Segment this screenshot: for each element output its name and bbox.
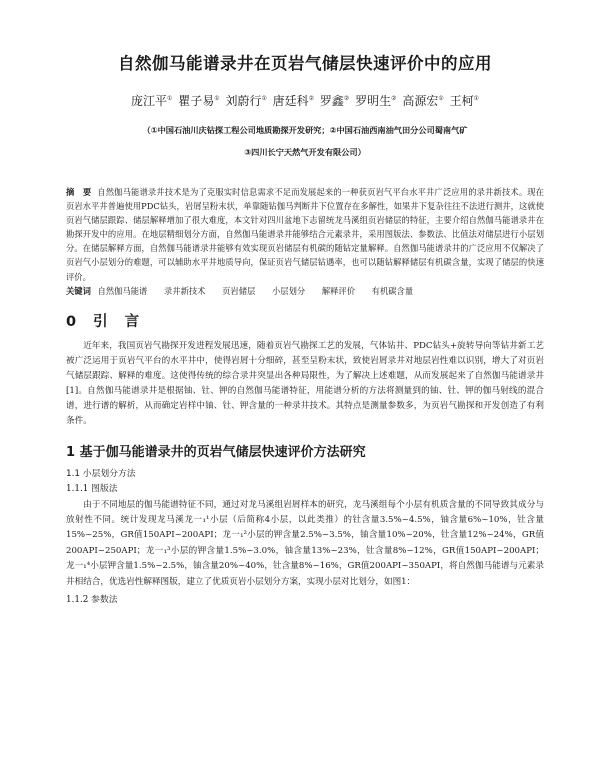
keywords-label: 关键词 bbox=[66, 285, 91, 296]
subsection-heading-1-1-1: 1.1.1 图版法 bbox=[66, 483, 118, 494]
keyword: 录井新技术 bbox=[163, 285, 206, 296]
author: 唐廷科② bbox=[272, 94, 315, 108]
paper-title: 自然伽马能谱录井在页岩气储层快速评价中的应用 bbox=[118, 54, 492, 73]
affiliation-line: （①中国石油川庆钻探工程公司地质勘探开发研究；②中国石油西南油气田分公司蜀南气矿 bbox=[142, 125, 468, 135]
author: 王柯① bbox=[449, 94, 480, 108]
abstract-text: 自然伽马能谱录井技术是为了克服实时信息需求不足而发展起来的一种获页岩气平台水平井广泛应用的录井新技术。现在页岩水平井普遍使用PDC钻头，岩屑呈粉末状，单靠随钻伽马判断井下位置存在多解性，如果井下复杂往往不法进行测井，这就使页岩气储层跟踪、储层解释增加了很大难度，本文针对四川盆地下志留统龙马溪组页岩储层的特征，主要介绍自然伽马能谱录井在勘探开发中的应用。在地层精细划分方面，自然伽马能谱录井能够结合元素录井，采用图版法、参数法、比值法对储层进行小层划分。在储层解释方面，自然伽马能谱录井能够有效实现页岩储层有机碳的随钻定量解释。自然伽马能谱录井的广泛应用不仅解决了页岩气小层划分的难题，可以辅助水平井地质导向，保证页岩气储层钻遇率，也可以随钻解释储层有机碳含量，实现了储层的快速评价。 bbox=[66, 187, 544, 282]
author: 罗明生② bbox=[355, 94, 397, 108]
keyword: 解释评价 bbox=[321, 285, 356, 296]
keywords bbox=[66, 284, 544, 298]
author: 高源宏① bbox=[402, 94, 444, 108]
affiliation-line: ③四川长宁天然气开发有限公司） bbox=[244, 147, 366, 157]
author: 罗鑫② bbox=[319, 94, 350, 108]
subsection-heading-1-1: 1.1 小层划分方法 bbox=[66, 468, 136, 479]
keyword: 小层划分 bbox=[271, 285, 306, 296]
keyword: 有机碳含量 bbox=[371, 285, 414, 296]
author: 刘蔚行① bbox=[225, 94, 267, 108]
abstract bbox=[66, 185, 544, 284]
section-1-paragraph: 由于不同地层的伽马能谱特征不同，通过对龙马溪组岩屑样本的研究，龙马溪组每个小层有机质含量的不同导致其成分与放射性不同。统计发现龙马溪龙一₁¹小层（后简称4小层，以此类推）的钍含量3.5%~4.5%，铀含量6%~10%，钍含量15%~25%，GR值150API~200API；龙一₁²小层的钾含量2.5%~3.5%，铀含量10%~20%，钍含量12%~24%，GR值200API~250API；龙一₁³小层的钾含量1.5%~3.0%，铀含量13%~23%，钍含量8%~12%，GR值150API~200API；龙一₁⁴小层钾含量1.5%~2.5%，铀含量20%~40%，钍含量8%~16%，GR值200API~350API，将自然伽马能谱与元素录井相结合，优选岩性解释图版，建立了优质页岩小层划分方案，实现小层对比划分，如图1： bbox=[66, 499, 544, 587]
keyword: 自然伽马能谱 bbox=[97, 285, 148, 296]
author: 庞江平① bbox=[130, 94, 173, 108]
author-list bbox=[66, 92, 544, 109]
affiliations bbox=[66, 119, 544, 163]
section-heading-introduction: 0 引 言 bbox=[66, 313, 146, 330]
subsection-heading-1-1-2: 1.1.2 参数法 bbox=[66, 595, 118, 606]
keyword: 页岩储层 bbox=[222, 285, 256, 296]
section-heading-1: 1 基于伽马能谱录井的页岩气储层快速评价方法研究 bbox=[66, 444, 366, 460]
abstract-label: 摘 要 bbox=[66, 187, 92, 197]
introduction-paragraph: 近年来，我国页岩气勘探开发进程发展迅速，随着页岩气勘探工艺的发展，气体钻井、PDC钻头+旋转导向等钻井新工艺被广泛运用于页岩气平台的水平井中，使得岩屑十分细碎，甚至呈粉末状，致使岩屑录井对地层岩性难以识别，增大了对页岩气储层跟踪、解释的难度。这使得传统的综合录井突显出各种局限性，为了解决上述难题，从而发展起来了自然伽马能谱录井[1]。自然伽马能谱录井是根据铀、钍、钾的自然伽马能谱特征，用能谱分析的方法将测量到的铀、钍、钾的伽马射线的混合谱，进行谱的解析，从而确定岩样中铀、钍、钾含量的一种录井技术。其特点是测量参数多，为页岩气勘探和开发创造了有利条件。 bbox=[66, 340, 544, 426]
author: 瞿子易① bbox=[178, 94, 220, 108]
